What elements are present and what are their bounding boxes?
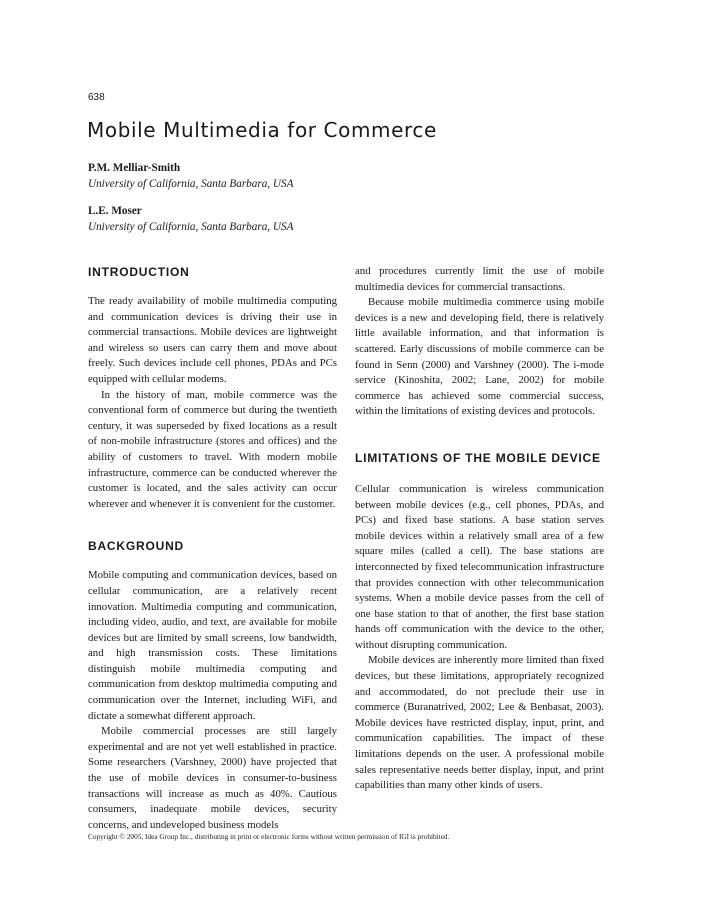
paragraph: Mobile commercial processes are still largely experimental and are not yet well established in practice. Some researchers (Varshney, 2000) have projected that the use of mobile devices in consumer-to-business transactions will increase as much as 40%. Cautious consumers, inadequate mobile devices, security concerns, and undeveloped business models <box>88 725 337 831</box>
author-block <box>88 160 293 192</box>
paragraph: The ready availability of mobile multimedia computing and communication devices is driving their use in commercial transactions. Mobile devices are lightweight and wireless so users can carry them and move about freely. Such devices include cell phones, PDAs and PCs equipped with cellular modems. <box>88 295 337 385</box>
paragraph: Mobile devices are inherently more limited than fixed devices, but these limitations, appropriately recognized and accommodated, do not preclude their use in commerce (Buranatrived, 2002; Lee & Benbasat, 2003). Mobile devices have restricted display, input, print, and communication capabilities. The impact of these limitations depends on the user. A professional mobile sales representative needs better display, input, and print capabilities than many other kinds of users. <box>355 654 604 792</box>
author-affiliation: University of California, Santa Barbara, USA <box>88 178 294 190</box>
paragraph: Mobile computing and communication devices, based on cellular communication, are a relatively recent innovation. Multimedia computing and communication, including video, audio, and text, are available for mobile devices but are limited by small screens, low bandwidth, and high transmission costs. These limitations distinguish mobile multimedia computing and communication from desktop multimedia computing and communication over the Internet, including WiFi, and dictate a somewhat different approach. <box>88 569 337 722</box>
paragraph: Because mobile multimedia commerce using mobile devices is a new and developing field, there is relatively little available information, and that information is scattered. Early discussions of mobile commerce can be found in Senn (2000) and Varshney (2000). The i-mode service (Kinoshita, 2002; Lane, 2002) for mobile commerce has achieved some commercial success, within the limitations of existing devices and protocols. <box>355 296 604 418</box>
copyright-footer: Copyright © 2005, Idea Group Inc., distributing in print or electronic forms without written permission of IGI is prohibited. <box>88 832 450 841</box>
author-name: L.E. Moser <box>88 205 142 217</box>
section-heading-limitations: LIMITATIONS OF THE MOBILE DEVICE <box>355 450 601 465</box>
paragraph: In the history of man, mobile commerce was the conventional form of commerce but during the twentieth century, it was superseded by fixed locations as a result of non-mobile infrastructure (stores and offices) and the ability of customers to travel. With modern mobile infrastructure, commerce can be conducted wherever the customer is located, and the sales activity can occur wherever and whenever it is convenient for the customer. <box>88 388 337 510</box>
article-title: Mobile Multimedia for Commerce <box>87 118 437 142</box>
section-heading-background: BACKGROUND <box>88 539 184 554</box>
left-column <box>88 264 337 833</box>
section-heading-introduction: INTRODUCTION <box>88 265 190 279</box>
right-column <box>355 264 604 794</box>
page-number: 638 <box>88 92 105 103</box>
author-affiliation: University of California, Santa Barbara, USA <box>88 221 294 233</box>
author-name: P.M. Melliar-Smith <box>88 162 181 174</box>
paragraph: Cellular communication is wireless communication between mobile devices (e.g., cell phones, PDAs, and PCs) and fixed base stations. A base station serves mobile devices within a relatively small area of a few square miles (called a cell). The base stations are interconnected by fixed telecommunication infrastructure that provides connection with other telecommunication systems. When a mobile device passes from the cell of one base station to that of another, the first base station hands off communication with the device to the other, without disrupting communication. <box>355 482 604 651</box>
author-block <box>88 203 293 235</box>
paragraph: and procedures currently limit the use of mobile multimedia devices for commercial transactions. <box>355 265 604 293</box>
